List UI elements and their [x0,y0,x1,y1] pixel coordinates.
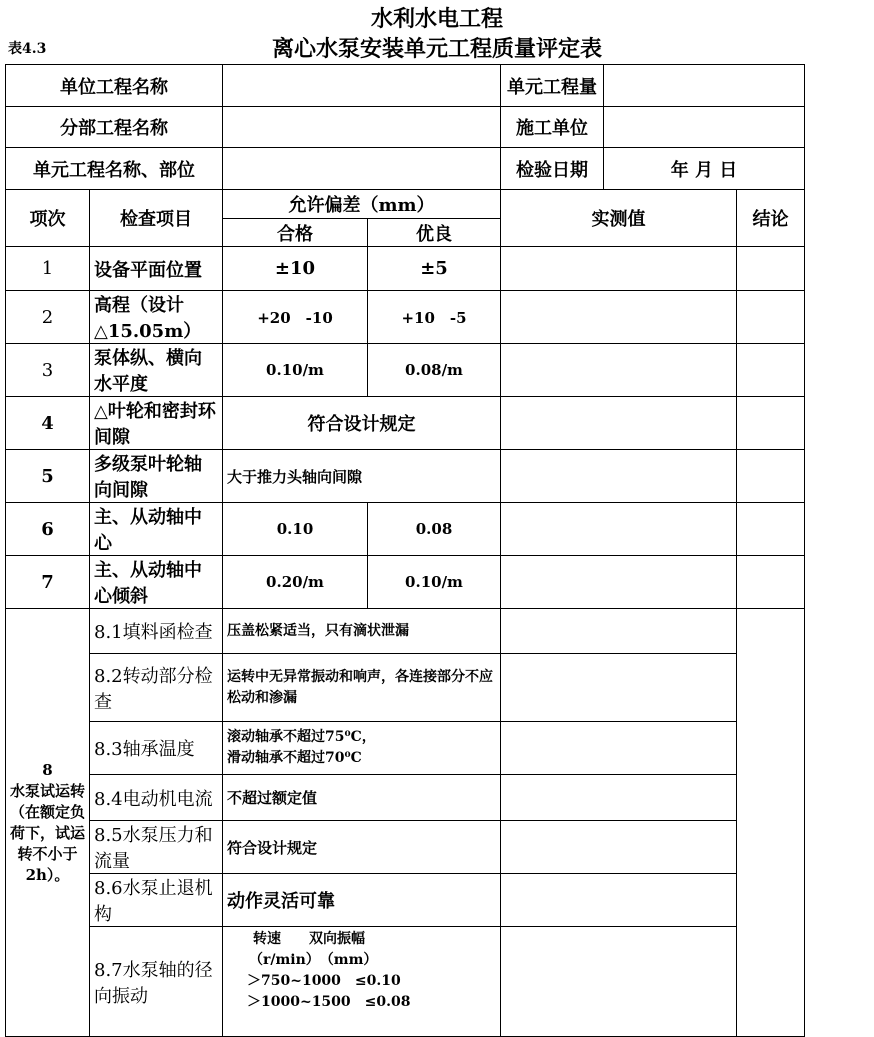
row-conclusion[interactable] [737,450,805,503]
trial-run-no: 8 [42,760,53,779]
table-row [6,874,805,927]
row-measured[interactable] [501,503,737,556]
row-conclusion[interactable] [737,291,805,344]
row-no: 4 [6,397,90,450]
row-item: 主、从动轴中心倾斜 [90,556,223,609]
vibration-table [223,927,501,1037]
row-item: 8.6水泵止退机构 [90,874,223,927]
row-measured[interactable] [501,556,737,609]
unit-project-value[interactable] [223,65,501,107]
row-item: 设备平面位置 [90,247,223,291]
trial-run-label: 水泵试运转（在额定负荷下，试运转不小于2h）。 [10,781,86,884]
col-qualified-header: 合格 [223,219,368,247]
row-excellent: +10 -5 [368,291,501,344]
row-item: 8.1填料函检查 [90,609,223,654]
bearing-sliding-req: 滑动轴承不超过70⁰C [227,750,362,766]
trial-run-cell [6,609,90,1037]
vibration-row-1: ＞750~1000 ≤0.10 [247,973,401,989]
row-measured[interactable] [501,722,737,775]
row-qualified: 0.10/m [223,344,368,397]
table-row [6,722,805,775]
row-conclusion[interactable] [737,344,805,397]
row-no: 7 [6,556,90,609]
table-row [6,609,805,654]
row-no: 6 [6,503,90,556]
col-no-header: 项次 [6,190,90,247]
row-no: 3 [6,344,90,397]
row-measured[interactable] [501,291,737,344]
row-item: 泵体纵、横向水平度 [90,344,223,397]
table-row [6,775,805,821]
table-row [6,397,805,450]
col-measured-header: 实测值 [501,190,737,247]
row-conclusion[interactable] [737,397,805,450]
row-requirement: 动作灵活可靠 [223,874,501,927]
row-item: 多级泵叶轮轴向间隙 [90,450,223,503]
col-excellent-header: 优良 [368,219,501,247]
row-requirement: 符合设计规定 [223,821,501,874]
row-requirement: 压盖松紧适当，只有滴状泄漏 [223,609,501,654]
vibration-header-2: （r/min） （mm） [249,952,378,968]
row-no: 1 [6,247,90,291]
bearing-rolling-req: 滚动轴承不超过75⁰C， [227,729,376,745]
row-measured[interactable] [501,450,737,503]
table-number: 表4.3 [8,41,47,57]
row-measured[interactable] [501,344,737,397]
col-item-header: 检查项目 [90,190,223,247]
inspect-date-value[interactable]: 年 月 日 [604,148,805,190]
row-item: 主、从动轴中心 [90,503,223,556]
col-tolerance-header: 允许偏差（mm） [223,190,501,219]
table-row [6,556,805,609]
row-qualified: +20 -10 [223,291,368,344]
row-requirement [223,722,501,775]
row-item: 8.3轴承温度 [90,722,223,775]
col-conclusion-header: 结论 [737,190,805,247]
vibration-row-2: ＞1000~1500 ≤0.08 [247,994,411,1010]
table-row [6,344,805,397]
row-requirement: 运转中无异常振动和响声，各连接部分不应松动和渗漏 [223,654,501,722]
row-measured[interactable] [501,927,737,1037]
row-item: 8.2转动部分检查 [90,654,223,722]
contractor-label: 施工单位 [501,107,604,148]
trial-conclusion[interactable] [737,609,805,1037]
row-item: 高程（设计△15.05m） [90,291,223,344]
unit-amount-label: 单元工程量 [501,65,604,107]
table-row [6,450,805,503]
row-no: 5 [6,450,90,503]
sub-project-label: 分部工程名称 [6,107,223,148]
vibration-header-1: 转速 双向振幅 [253,931,365,947]
contractor-value[interactable] [604,107,805,148]
row-qualified: 0.20/m [223,556,368,609]
evaluation-table [5,64,805,1037]
row-no: 2 [6,291,90,344]
table-row [6,654,805,722]
sub-project-value[interactable] [223,107,501,148]
row-measured[interactable] [501,654,737,722]
document-title: 水利水电工程 [370,6,503,32]
row-item: 8.7水泵轴的径向振动 [90,927,223,1037]
row-item: 8.4电动机电流 [90,775,223,821]
form-title: 离心水泵安装单元工程质量评定表 [271,36,602,62]
row-measured[interactable] [501,874,737,927]
row-item: △叶轮和密封环间隙 [90,397,223,450]
row-excellent: ±5 [368,247,501,291]
row-requirement: 符合设计规定 [223,397,501,450]
row-measured[interactable] [501,397,737,450]
table-row [6,503,805,556]
element-name-label: 单元工程名称、部位 [6,148,223,190]
row-excellent: 0.10/m [368,556,501,609]
row-measured[interactable] [501,247,737,291]
unit-project-label: 单位工程名称 [6,65,223,107]
inspect-date-label: 检验日期 [501,148,604,190]
row-requirement: 不超过额定值 [223,775,501,821]
row-measured[interactable] [501,775,737,821]
row-requirement: 大于推力头轴向间隙 [223,450,501,503]
table-row [6,247,805,291]
row-excellent: 0.08/m [368,344,501,397]
row-item: 8.5水泵压力和流量 [90,821,223,874]
row-excellent: 0.08 [368,503,501,556]
row-measured[interactable] [501,609,737,654]
table-row [6,291,805,344]
row-conclusion[interactable] [737,556,805,609]
element-name-value[interactable] [223,148,501,190]
row-conclusion[interactable] [737,503,805,556]
unit-amount-value[interactable] [604,65,805,107]
row-conclusion[interactable] [737,247,805,291]
row-qualified: 0.10 [223,503,368,556]
table-row [6,821,805,874]
row-measured[interactable] [501,821,737,874]
row-qualified: ±10 [223,247,368,291]
table-row [6,927,805,1037]
